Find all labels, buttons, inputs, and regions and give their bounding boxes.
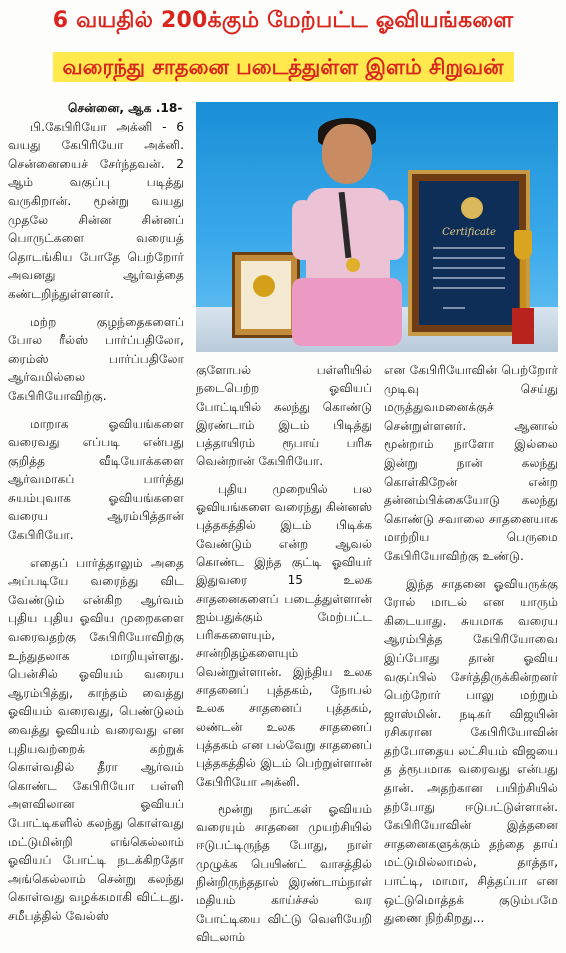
article-paragraph: மற்ற குழந்தைகளைப் போல ரீல்ஸ் பார்ப்பதிலோ, ரைம்ஸ் பார்ப்பதிலோ ஆர்வமில்லை கேபிரியோவிற்கு. [8, 314, 184, 403]
headline-line-2 [0, 46, 566, 88]
framed-certificate-small [232, 252, 300, 338]
boy-face [322, 124, 372, 184]
article-paragraph: மாறாக ஓவியங்களை வரைவது எப்படி என்பது குறித்த வீடியோக்களை ஆர்வமாகப் பார்த்து சுயம்புவாக ஓவியங்களை வரைய ஆரம்பித்தான் கேபிரியோ. [8, 416, 184, 543]
trophy-icon [512, 230, 534, 344]
article-paragraph: எதைப் பார்த்தாலும் அதை அப்படியே வரைந்து விட வேண்டும் என்கிற ஆர்வம் புதிய புதிய ஓவிய முறைகளை வரைவதற்கு கேபிரியோவிற்கு உந்துதலாக மாறியுள்ளது. பென்சில் ஓவியம் வரைய ஆரம்பித்து, காந்தம் வைத்து ஓவியம் வரைவது, பெண்டுலம் வைத்து ஓவியம் வரைவது என புதியவற்றைக் கற்றுக் கொள்வதில் தீரா ஆர்வம் கொண்ட கேபிரியோ பள்ளி அளவிலான ஓவியப் போட்டிகளில் கலந்து கொள்வது மட்டுமின்றி எங்கெல்லாம் ஓவியப் போட்டி நடக்கிறதோ அங்கெல்லாம் சென்று கலந்து கொள்வது வழக்கமாகி விட்டது. சமீபத்தில் வேல்ஸ் [8, 555, 184, 923]
article-paragraph: மூன்று நாட்கள் ஓவியம் வரையும் சாதனை முயற்சியில் ஈடுபட்டிருந்த போது, நாள் முழுக்க பெயிண்ட் வாசத்தில் நின்றிருந்ததால் இரண்டாம்நாள் மதியம் காய்ச்சல் வர போட்டியை விட்டு வெளியேறி விடலாம் [196, 801, 372, 944]
article-column-3 [384, 361, 558, 928]
medal-icon [346, 258, 360, 272]
article-column-2 [196, 361, 372, 946]
boy-trousers [292, 278, 402, 346]
article-column-1 [8, 99, 184, 926]
article-photo [196, 102, 558, 352]
headline-line-1: 6 வயதில் 200க்கும் மேற்பட்ட ஓவியங்களை [52, 8, 514, 33]
article-paragraph: இந்த சாதனை ஓவியருக்கு ரோல் மாடல் என யாரும் கிடையாது. சுயமாக வரைய ஆரம்பித்த கேபிரியோவை இப்போது தான் ஓவிய வகுப்பில் சேர்த்திருக்கின்றனர் பெற்றோர் பாலு மற்றும் ஜாஸ்மின். நடிகர் விஜயின் ரசிகரான கேபிரியோவின் தற்போதைய லட்சியம் விஜயை த த்ரூபமாக வரைவது என்பது தான். அதற்கான பயிற்சியில் தற்போது ஈடுபட்டுள்ளான். கேபிரியோவின் இத்தனை சாதனைகளுக்கும் தந்தை தாய் மட்டுமில்லாமல், தாத்தா, பாட்டி, மாமா, சித்தப்பா என ஒட்டுமொத்தக் குடும்பமே துணை நிற்கிறது... [384, 576, 558, 926]
headline-line-2-highlight: வரைந்து சாதனை படைத்துள்ள இளம் சிறுவன் [53, 52, 514, 82]
certificate-title: Certificate [442, 227, 496, 238]
dateline: சென்னை, ஆக .18- [68, 101, 183, 115]
article-paragraph: குளோபல் பள்ளியில் நடைபெற்ற ஓவியப் போட்டியில் கலந்து கொண்டு இரண்டாம் இடம் பிடித்து பத்தாயிரம் ரூபாய் பரிசு வென்றான் கேபிரியோ. [196, 363, 372, 469]
article-paragraph: என கேபிரியோவின் பெற்றோர் முடிவு செய்து மருத்துவமனைக்குச் சென்றுள்ளனர். ஆனால் மூன்றாம் நாளோ இல்லை இன்று நான் கலந்து கொள்கிறேன் என்ற தன்னம்பிக்கையோடு கலந்து கொண்டு சவாலை சாதனையாக மாற்றிய பெருமை கேபிரியோவிற்கு உண்டு. [384, 363, 558, 563]
article-paragraph: புதிய முறையில் பல ஓவியங்களை வரைந்து கின்னஸ் புத்தகத்தில் இடம் பிடிக்க வேண்டும் என்ற ஆவல் கொண்ட இந்த குட்டி ஓவியர் இதுவரை 15 உலக சாதனைகளைப் படைத்துள்ளான் ஐம்பதுக்கும் மேற்பட்ட பரிசுகளையும், சான்றிதழ்களையும் வென்றுள்ளான். இந்திய உலக சாதனைப் புத்தகம், நோபல் உலக சாதனைப் புத்தகம், லண்டன் உலக சாதனைப் புத்தகம் என பல்வேறு சாதனைப் புத்தகத்தில் இடம் பெற்றுள்ளான் கேபிரியோ அக்னி. [196, 481, 372, 789]
article-paragraph: பி.கேபிரியோ அக்னி - 6 வயது கேபிரியோ அக்னி. சென்னையைச் சேர்ந்தவன். 2 ஆம் வகுப்பு படித்து வருகிறான். மூன்று வயது முதலே சின்ன சின்னப் பொருட்களை வரையத் தொடங்கிய போதே பெற்றோர் அவனது ஆர்வத்தை கண்டறிந்துள்ளனர். [8, 119, 184, 301]
medal-icon [253, 275, 275, 297]
seal-icon [461, 197, 483, 219]
